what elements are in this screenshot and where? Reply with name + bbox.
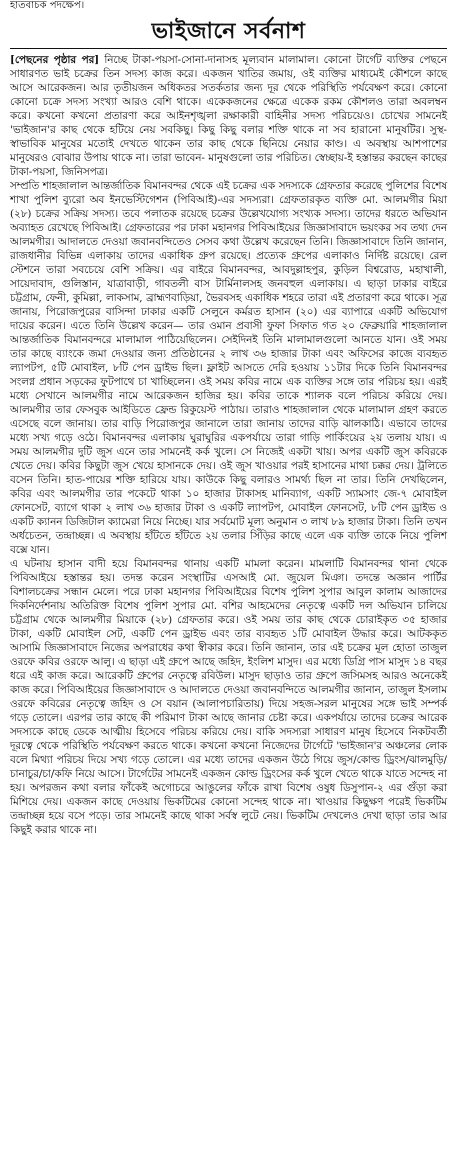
article-paragraph-2 xyxy=(10,179,447,557)
paragraph-text: নিচ্ছে টাকা-পয়সা-সোনা-দানাসহ মূল্যবান মালামাল। কোনো টার্গেট ব্যক্তির পেছনে সাধারণত ভাই চক্রের তিন সদস্য কাজ করে। একজন খাতির জমায়, ওই ব্যক্তির মাধ্যমেই কৌশলে কাছে আসে আরেকজন। আর তৃতীয়জন অধিকতর সতর্কতার জন্য দূর থেকে পরিস্থিতি পর্যবেক্ষণ করে। কোনো কোনো চক্রে সদস্য সংখ্যা আরও বেশি থাকে। একেকজনের ক্ষেত্রে একেক রকম কৌশলও তারা অবলম্বন করে। কখনো কখনো প্রতারণা করে আইনশৃঙ্খলা রক্ষাকারী বাহিনীর সদস্য পরিচয়েও। চোখের সামনেই 'ভাইজান'র কাছ থেকে হটিয়ে নেয় সবকিছু। কিছু কিছু বলার শক্তি থাকে না সব হারানো মানুষটির। সুস্থ-স্বাভাবিক মানুষের মতোই দেখতে থাকেন তার কাছ থেকে ছিনিয়ে নেয়ার কাণ্ড। এ অবস্থায় আশপাশের মানুষেরও বোঝার উপায় থাকে না। তারা ভাবেন- মানুষগুলো তার পরিচিত। স্বেচ্ছায়-ই হস্তান্তর করছেন কাছের টাকা-পয়সা, জিনিসপত্র। xyxy=(10,54,447,178)
article-paragraph-1 xyxy=(10,53,447,179)
continuation-tag: [পেছনের পৃষ্ঠার পর] xyxy=(10,54,100,66)
article-headline: ভাইজানে সর্বনাশ xyxy=(151,18,306,44)
headline-rule xyxy=(10,48,447,49)
previous-article-tail: হাতবাচক পদক্ষেপ। xyxy=(10,0,85,11)
article-paragraph-3 xyxy=(10,557,447,837)
paragraph-text: এ ঘটনায় হাসান বাদী হয়ে বিমানবন্দর থানায় একটি মামলা করেন। মামলাটি বিমানবন্দর থানা থেকে পিবিআইয়ে হস্তান্তর হয়। তদন্ত করেন সংস্থাটির এসআই মো. জুয়েল মিঞা। তদন্তে অজ্ঞান পার্টির বিশালচক্রের সন্ধান মেলে। পরে ঢাকা মহানগর পিবিআইয়ের বিশেষ পুলিশ সুপার আবুল কালাম আজাদের দিকনির্দেশনায় অতিরিক্ত বিশেষ পুলিশ সুপার মো. বশির আহমেদের নেতৃত্বে একটি দল অভিযান চালিয়ে চট্টগ্রাম থেকে আলমগীর মিয়াকে (২৮) গ্রেফতার করে। ওই সময় তার কাছ থেকে চোরাইকৃত ৩৫ হাজার টাকা, একটি মোবাইল সেট, একটি পেন ড্রাইভ এবং তার ব্যবহৃত ১টি মোবাইল উদ্ধার করে। আটককৃত আসামি জিজ্ঞাসাবাদে নিজের অপরাধের কথা স্বীকার করে। তিনি জানান, তার এই চক্রের মূল হোতা তাজুল ওরফে কবির ওরফে আলু। এ ছাড়া এই গ্রুপে আছে জহিদ, ইংলিশ মাসুদ। এর মধ্যে ডিগ্রি পাস মাসুদ ১৪ বছর ধরে এই কাজ করে। আরেকটি গ্রুপের নেতৃত্বে রবিউল। মাসুদ ছাড়াও তার গ্রুপে জসিমসহ আরও অনেকেই কাজ করে। পিবিআইয়ের জিজ্ঞাসাবাদে ও আদালতে দেওয়া জবানবন্দিতে আলমগীর জানান, তাজুল ইসলাম ওরফে কবিরের নেতৃত্বে জহিদ ও সে বয়ান (আলাপচারিতায়) দিয়ে সহজ-সরল মানুষের সঙ্গে ভাই সম্পর্ক গড়ে তোলে। এরপর তার কাছে কী পরিমাণ টাকা আছে জানার চেষ্টা করে। একপর্যায়ে তাদের চক্রের আরেক সদস্যকে কাছে ডেকে আত্মীয় হিসেবে পরিচয় করিয়ে দেয়। বাকি সদস্যরা সাধারণ মানুষ হিসেবে নিকটবর্তী দূরত্বে থেকে পরিস্থিতি পর্যবেক্ষণ করতে থাকে। কখনো কখনো নিজেদের টার্গেটে 'ভাইজান'র অঞ্চলের লোক বলে মিথ্যা পরিচয় দিয়ে সখ্য গড়ে তোলে। এর মধ্যে তাদের একজন উঠে গিয়ে জুস/কোল্ড ড্রিংস/ঝালমুড়ি/চানাচুর/চা/কফি নিয়ে আসে। টার্গেটের সামনেই একজন কোল্ড ড্রিংসের কর্ক খুলে খেতে থাকে যাতে সন্দেহ না হয়। অপরজন কথা বলার ফাঁকেই অগোচরে আঙুলের ফাঁকে রাখা বিশেষ ওষুধ ডিসুপান-২ এর গুঁড়া করা মিশিয়ে দেয়। একজন কাছে দেওয়ায় ভিকটিমের কোনো সন্দেহ থাকে না। খাওয়ার কিছুক্ষণ পরেই ভিকটিম তন্দ্রাচ্ছন্ন হয়ে বসে পড়ে। তার সামনেই কাছে থাকা সর্বস্ব লুটে নেয়। ভিকটিম দেখলেও দেখা ছাড়া তার আর কিছুই করার থাকে না। xyxy=(10,558,447,836)
paragraph-text: সম্প্রতি শাহজালাল আন্তর্জাতিক বিমানবন্দর থেকে এই চক্রের এক সদস্যকে গ্রেফতার করেছে পুলিশের বিশেষ শাখা পুলিশ ব্যুরো অব ইনভেস্টিগেশন (পিবিআই)-এর সদস্যরা। গ্রেফতারকৃত ব্যক্তি মো. আলমগীর মিয়া (২৮) চক্রের সক্রিয় সদস্য। তবে পলাতক রয়েছে চক্রের উল্লেখযোগ্য সংখ্যক সদস্য। তাদের ধরতে অভিযান অব্যাহত রেখেছে পিবিআই। গ্রেফতারের পর ঢাকা মহানগর পিবিআইয়ের জিজ্ঞাসাবাদে ভয়ংকর সব তথ্য দেন আলমগীর। আদালতে দেওয়া জবানবন্দিতেও সেসব কথা উল্লেখ করেছেন তিনি। জিজ্ঞাসাবাদে তিনি জানান, রাজধানীর বিভিন্ন এলাকায় তাদের একাধিক গ্রুপ রয়েছে। প্রত্যেক গ্রুপের এলাকাও নির্দিষ্ট রয়েছে। রেল স্টেশনে তারা সবচেয়ে বেশি সক্রিয়। এর বাইরে বিমানবন্দর, আবদুল্লাহপুর, কুড়িল বিশ্বরোড, মহাখালী, সায়েদাবাদ, গুলিস্তান, যাত্রাবাড়ী, গাবতলী বাস টার্মিনালসহ জনবহুল এলাকায়। এ ছাড়া ঢাকার বাইরে চট্টগ্রাম, ফেনী, কুমিল্লা, লাকসাম, ব্রাহ্মণবাড়িয়া, ভৈরবসহ একাধিক শহরে তারা এই প্রতারণা করে থাকে। সূত্র জানায়, পিরোজপুরের বাসিন্দা ঢাকার একটি সেলুনে কর্মরত হাসান (২০) এর ব্যাপারে একটি অভিযোগ দায়ের করেন। এতে তিনি উল্লেখ করেন— তার ওমান প্রবাসী ফুফা সিফাত গত ২০ ফেব্রুয়ারি শাহজালাল আন্তর্জাতিক বিমানবন্দরে মালামাল পাঠিয়েছিলেন। সেইদিনই তিনি মালামালগুলো আনতে যান। ওই সময় তার কাছে ব্যাংকে জমা দেওয়ার জন্য প্রতিষ্ঠানের ২ লাখ ৩৬ হাজার টাকা এবং অফিসের কাজে ব্যবহৃত ল্যাপটপ, ৫টি মোবাইল, ৮টি পেন ড্রাইভ ছিল। ফ্লাইট আসতে দেরি হওয়ায় ১১টার দিকে তিনি বিমানবন্দর সংলগ্ন প্রধান সড়কের ফুটপাথে চা খাচ্ছিলেন। ওই সময় কবির নামে এক ব্যক্তির সঙ্গে তার পরিচয় হয়। এরই মধ্যে সেখানে আলমগীর নামে আরেকজন হাজির হয়। কবির তাকে শ্যালক বলে পরিচয় করিয়ে দেয়। আলমগীর তার ফেসবুক আইডিতে ফ্রেন্ড রিকুয়েস্ট পাঠায়। তারাও শাহজালাল থেকে মালামাল গ্রহণ করতে এসেছে বলে জানায়। তার বাড়ি পিরোজপুর জানালে তারা জানায় তাদের বাড়ি ঝালকাঠি। এভাবে তাদের মধ্যে সখ্য গড়ে ওঠে। বিমানবন্দর এলাকায় ঘুরাঘুরির একপর্যায়ে তারা গাড়ি পার্কিংয়ের ২য় তলায় যায়। এ সময় আলমগীর দুটি জুস এনে তার সামনেই কর্ক খুলে। সে নিজেই একটা খায়। অপর একটি জুস কবিরকে খেতে দেয়। কবির কিছুটা জুস খেয়ে হাসানকে দেয়। ওই জুস খাওয়ার পরই হাসানের মাথা চক্কর দেয়। ট্রলিতে বসেন তিনি। হাত-পায়ের শক্তি হারিয়ে যায়। কাউকে কিছু বলারও সামর্থ্য ছিল না তার। তিনি দেখছিলেন, কবির এবং আলমগীর তার পকেটে থাকা ১০ হাজার টাকাসহ মানিব্যাগ, একটি স্যামসাং জে-৭ মোবাইল ফোনসেট, ব্যাগে থাকা ২ লাখ ৩৬ হাজার টাকা ও একটি ল্যাপটপ, মোবাইল ফোনসেট, ৮টি পেন ড্রাইভ ও একটি ক্যানন ডিজিটাল ক্যামেরা নিয়ে নিচ্ছে। যার সর্বমোট মূল্য অনুমান ৩ লাখ ৮৯ হাজার টাকা। তিনি তখন অর্ধচেতন, তন্দ্রাচ্ছন্ন। এ অবস্থায় হাঁটতে হাঁটতে ২য় তলার সিঁড়ির কাছে এলে এক ব্যক্তি তাকে নিয়ে পুলিশ বক্সে যান। xyxy=(10,180,447,556)
article-body xyxy=(10,53,447,837)
